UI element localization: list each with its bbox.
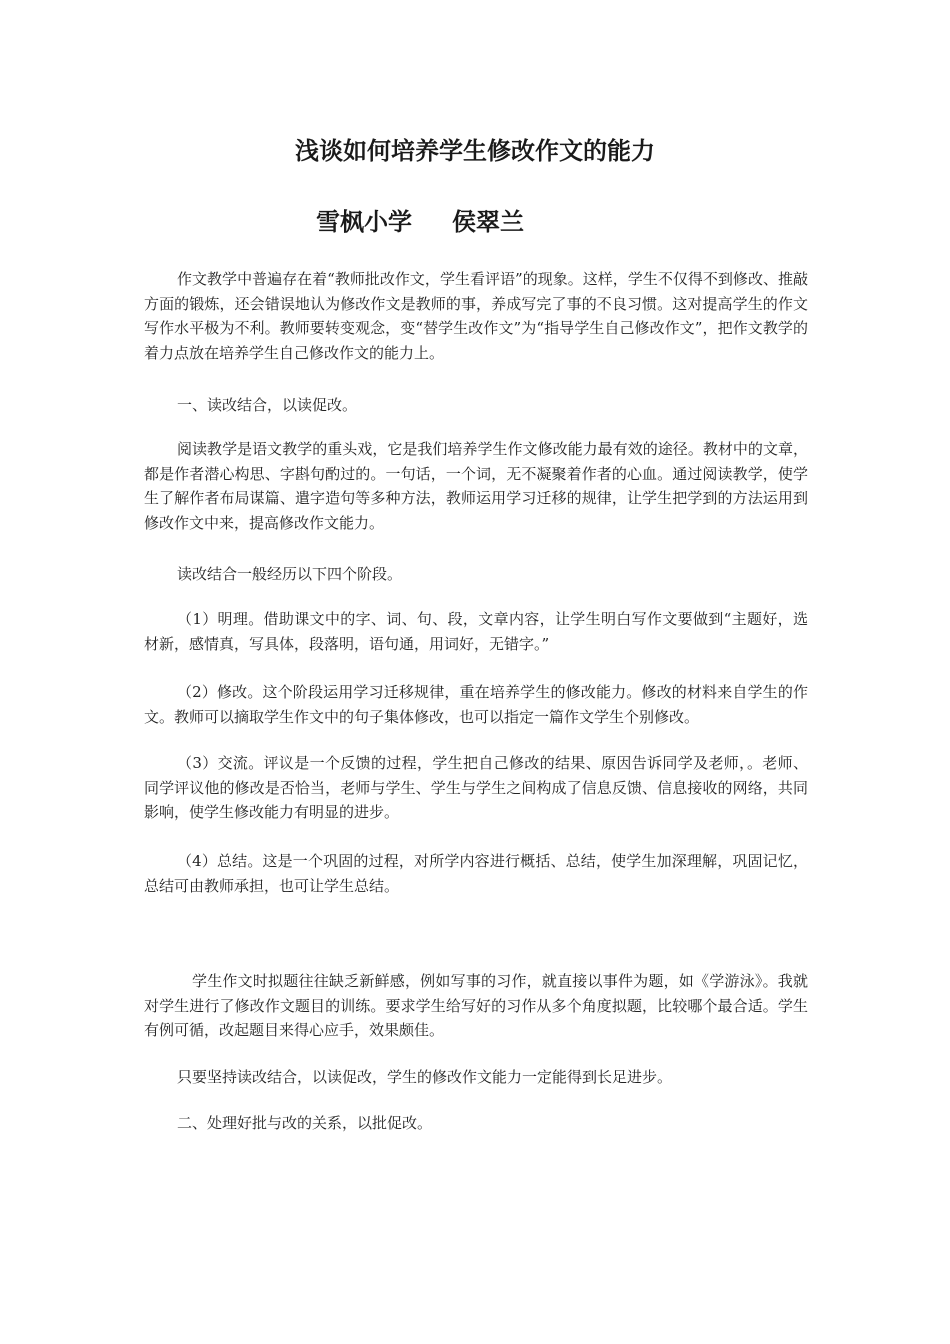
paragraph-reading: 阅读教学是语文教学的重头戏，它是我们培养学生作文修改能力最有效的途径。教材中的文章，都是作者潜心构思、字斟句酌过的。一句话，一个词，无不凝聚着作者的心血。通过阅读教学，使学生了解作者布局谋篇、遣字造句等多种方法，教师运用学习迁移的规律，让学生把学到的方法运用到修改作文中来，提高修改作文能力。	[144, 440, 808, 532]
paragraph-conclusion: 只要坚持读改结合，以读促改，学生的修改作文能力一定能得到长足进步。	[177, 1068, 673, 1086]
paragraph-stage-4: （4）总结。这是一个巩固的过程，对所学内容进行概括、总结，使学生加深理解，巩固记忆，总结可由教师承担，也可让学生总结。	[144, 852, 808, 895]
document-title: 浅谈如何培养学生修改作文的能力	[295, 137, 655, 165]
paragraph-intro: 作文教学中普遍存在着“教师批改作文，学生看评语”的现象。这样，学生不仅得不到修改、推敲方面的锻炼，还会错误地认为修改作文是教师的事，养成写完了事的不良习惯。这对提高学生的作文写作水平极为不利。教师要转变观念，变“替学生改作文”为“指导学生自己修改作文”，把作文教学的着力点放在培养学生自己修改作文的能力上。	[144, 270, 808, 362]
paragraph-stage-3: （3）交流。评议是一个反馈的过程，学生把自己修改的结果、原因告诉同学及老师，。老师、同学评议他的修改是否恰当，老师与学生、学生与学生之间构成了信息反馈、信息接收的网络，共同影响，使学生修改能力有明显的进步。	[144, 754, 808, 821]
paragraph-title-training: 学生作文时拟题往往缺乏新鲜感，例如写事的习作，就直接以事件为题，如《学游泳》。我就对学生进行了修改作文题目的训练。要求学生给写好的习作从多个角度拟题，比较哪个最合适。学生有例可循，改起题目来得心应手，效果颇佳。	[144, 972, 808, 1039]
author-name: 侯翠兰	[452, 208, 524, 236]
paragraph-stage-2: （2）修改。这个阶段运用学习迁移规律，重在培养学生的修改能力。修改的材料来自学生的作文。教师可以摘取学生作文中的句子集体修改，也可以指定一篇作文学生个别修改。	[144, 683, 808, 726]
section-heading-2: 二、处理好批与改的关系，以批促改。	[177, 1114, 433, 1132]
paragraph-stage-1: （1）明理。借助课文中的字、词、句、段，文章内容，让学生明白写作文要做到“主题好，选材新，感情真，写具体，段落明，语句通，用词好，无错字。”	[144, 610, 808, 653]
paragraph-stages: 读改结合一般经历以下四个阶段。	[177, 565, 403, 583]
author-school: 雪枫小学	[316, 208, 412, 236]
section-heading-1: 一、读改结合，以读促改。	[177, 396, 358, 414]
author-line	[316, 205, 524, 239]
